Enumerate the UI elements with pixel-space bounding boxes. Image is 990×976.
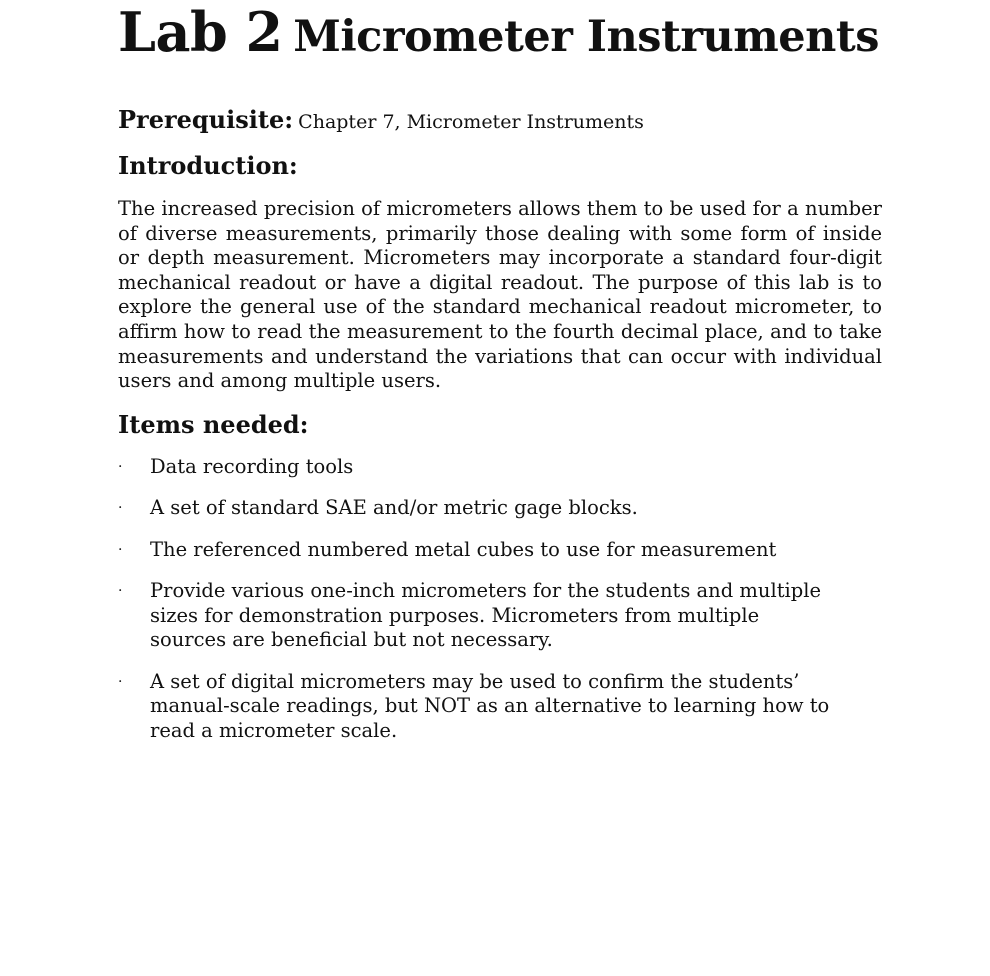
document-page xyxy=(118,0,882,742)
bullet-icon: · xyxy=(118,673,123,690)
lab-name: Micrometer Instruments xyxy=(293,12,879,62)
items-needed-heading: Items needed: xyxy=(118,410,309,439)
page-title xyxy=(118,0,882,70)
introduction-heading: Introduction: xyxy=(118,151,298,180)
list-item-text: A set of digital micrometers may be used to confirm the students’ manual-scale readings, but NOT as an alternative to learning how to read a micrometer scale. xyxy=(150,669,830,742)
list-item-text: Data recording tools xyxy=(150,455,354,478)
list-item xyxy=(118,579,840,653)
list-item-text: A set of standard SAE and/or metric gage blocks. xyxy=(150,496,638,520)
bullet-icon: · xyxy=(118,500,123,517)
bullet-icon: · xyxy=(118,459,123,475)
introduction-paragraph: The increased precision of micrometers allows them to be used for a number of diverse measurements, primarily those dealing with some form of inside or depth measurement. Micrometers may incorporate a standard four-digit mechanical readout or have a digital readout. The purpose of this lab is to explore the general use of the standard mechanical readout micrometer, to affirm how to read the measurement to the fourth decimal place, and to take measurements and understand the variations that can occur with individual users and among multiple users. xyxy=(118,197,882,393)
lab-number: Lab 2 xyxy=(118,0,283,64)
list-item xyxy=(118,670,840,744)
prerequisite-line xyxy=(118,104,644,139)
list-item xyxy=(118,455,840,480)
list-item-text: Provide various one-inch micrometers for the students and multiple sizes for demonstration purposes. Micrometers from multiple sources are beneficial but not necessary. xyxy=(150,579,822,652)
bullet-icon: · xyxy=(118,583,123,600)
items-needed-list xyxy=(118,455,882,760)
bullet-icon: · xyxy=(118,541,123,558)
list-item xyxy=(118,496,840,521)
prerequisite-value: Chapter 7, Micrometer Instruments xyxy=(298,111,644,133)
list-item-text: The referenced numbered metal cubes to use for measurement xyxy=(150,537,777,561)
list-item xyxy=(118,538,840,563)
prerequisite-label: Prerequisite: xyxy=(118,105,294,134)
